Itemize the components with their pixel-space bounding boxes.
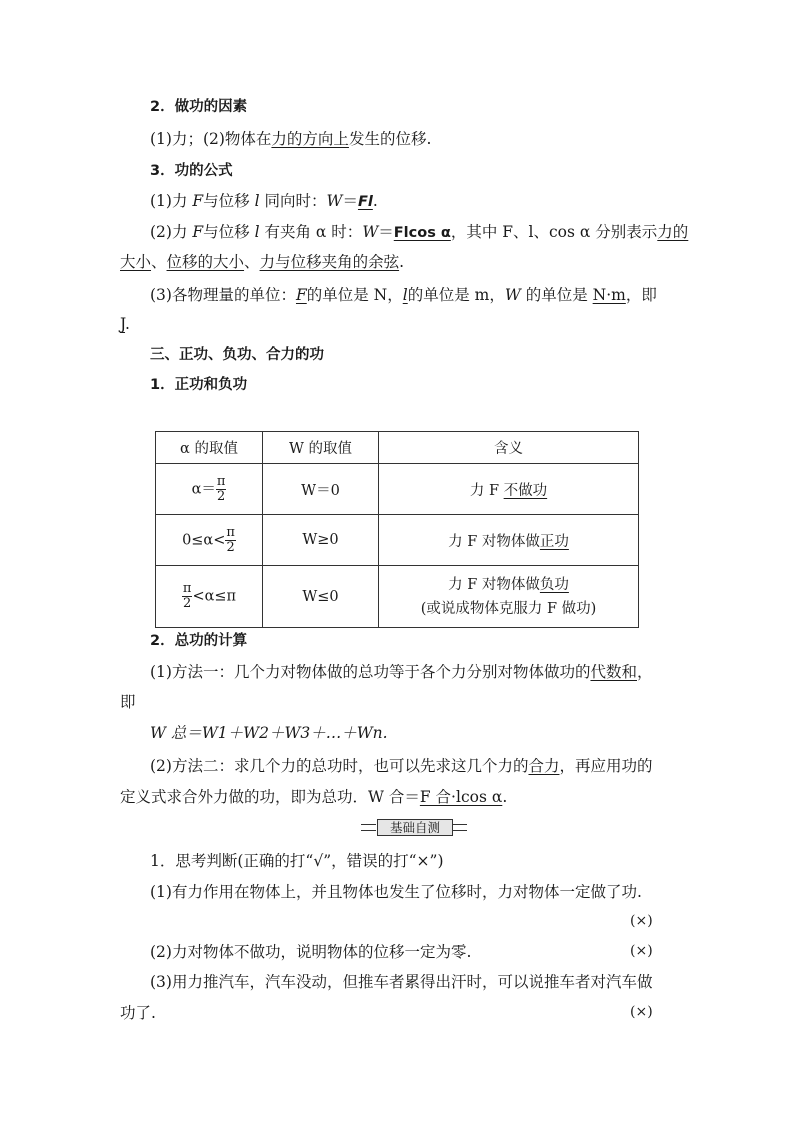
units-line-cont — [120, 313, 680, 335]
quiz-q3: (3)用力推汽车，汽车没动，但推车者累得出汗时，可以说推车者对汽车做 — [150, 973, 653, 991]
header-cell: 含义 — [379, 432, 639, 464]
part-heading: 三、正功、负功、合力的功 — [150, 347, 324, 363]
answer-underline: J — [120, 315, 126, 333]
work-cell: W＝0 — [263, 464, 379, 515]
units-line — [150, 284, 710, 306]
meaning-cell — [379, 566, 639, 628]
banner-right-bar — [452, 824, 467, 831]
answer-underline: Flcos α — [393, 225, 451, 241]
text: ，再应用功的 — [559, 757, 653, 775]
text: 力 F 对物体做 — [448, 533, 540, 550]
text: . — [372, 192, 378, 210]
text: 与位移 — [203, 223, 255, 241]
text: ＝ — [378, 223, 394, 241]
text: (1)方法一：几个力对物体做的总功等于各个力分别对物体做功的 — [150, 663, 591, 681]
quiz-q2: (2)力对物体不做功，说明物体的位移一定为零. — [150, 943, 472, 961]
denominator: 2 — [183, 596, 192, 611]
text: 的单位是 N， — [306, 286, 403, 304]
angle-cell — [156, 566, 263, 628]
formula-line-2-cont — [120, 251, 680, 273]
factors-text — [150, 128, 710, 150]
total-formula: W 总＝W1＋W2＋W3＋…＋Wn. — [150, 724, 388, 742]
text: 、 — [151, 253, 167, 271]
method1-line — [150, 661, 710, 683]
section-title-factors: 2．做功的因素 — [150, 99, 248, 115]
banner-label: 基础自测 — [377, 819, 453, 836]
var-F: F — [192, 223, 204, 241]
text: (2)力 — [150, 223, 193, 241]
text: 的单位是 — [520, 286, 593, 304]
text: α＝ — [191, 481, 216, 497]
text: 同向时： — [259, 192, 327, 210]
denominator: 2 — [226, 539, 235, 555]
denominator: 2 — [217, 488, 226, 504]
section-title-total: 2．总功的计算 — [150, 633, 248, 649]
subsection-title: 1．正功和负功 — [150, 377, 248, 393]
text: 有夹角 α 时： — [259, 223, 363, 241]
numerator: π — [182, 581, 192, 596]
text: ，其中 F、l、cos α 分别表示 — [450, 223, 658, 241]
text: 的单位是 m， — [407, 286, 505, 304]
answer-underline: 正功 — [539, 533, 569, 550]
answer-underline: Fl — [357, 194, 373, 210]
text: 0≤α< — [182, 532, 226, 548]
answer-underline: 力与位移夹角的余弦 — [259, 253, 400, 271]
answer-underline: F — [295, 286, 307, 304]
fraction — [216, 475, 227, 504]
quiz-q1: (1)有力作用在物体上，并且物体也发生了位移时，力对物体一定做了功. — [150, 883, 642, 901]
text: 力 F — [469, 482, 504, 499]
quiz-a1: (×) — [630, 913, 653, 929]
header-cell: α 的取值 — [156, 432, 263, 464]
text: ， — [636, 663, 653, 681]
answer-underline: 不做功 — [503, 482, 548, 499]
angle-cell — [156, 464, 263, 515]
text: 发生的位移. — [348, 130, 432, 148]
formula-line-2 — [150, 221, 710, 244]
answer-underline: 力的方向上 — [271, 130, 349, 148]
text: (1)力 — [150, 192, 193, 210]
quiz-q3-cont: 功了. — [120, 1004, 156, 1022]
answer-underline: 力的 — [657, 223, 689, 241]
formula-line-1 — [150, 190, 710, 213]
fraction — [182, 582, 193, 611]
answer-underline: l — [402, 286, 408, 304]
text: (1)力；(2)物体在 — [150, 130, 272, 148]
text: 定义式求合外力做的功，即为总功．W 合＝ — [120, 788, 420, 806]
answer-underline: 代数和 — [590, 663, 637, 681]
table-header-row — [156, 432, 639, 464]
quiz-title: 1．思考判断(正确的打“√”，错误的打“×”) — [150, 852, 444, 870]
answer-underline: 负功 — [539, 576, 569, 593]
var-F: F — [192, 192, 204, 210]
meaning-cell — [379, 515, 639, 566]
var-W: W — [504, 286, 521, 304]
var-l: l — [254, 192, 260, 210]
method2-line — [150, 755, 710, 777]
text: 力 F 对物体做 — [448, 576, 540, 593]
text: . — [125, 315, 130, 333]
angle-cell — [156, 515, 263, 566]
method2-cont — [120, 786, 680, 808]
fraction — [225, 526, 236, 555]
answer-underline: F 合·lcos α — [419, 788, 503, 806]
answer-underline: N·m — [592, 286, 626, 304]
meaning-cell — [379, 464, 639, 515]
header-cell: W 的取值 — [263, 432, 379, 464]
text: (或说成物体克服力 F 做功) — [420, 600, 597, 617]
text: . — [502, 788, 508, 806]
self-test-banner — [361, 818, 467, 836]
text: ，即 — [625, 286, 657, 304]
banner-left-bar — [361, 824, 376, 831]
work-cell: W≥0 — [263, 515, 379, 566]
text: ＝ — [342, 192, 358, 210]
quiz-a3: (×) — [630, 1004, 653, 1020]
text: 、 — [244, 253, 260, 271]
var-l: l — [254, 223, 260, 241]
text: (2)方法二：求几个力的总功时，也可以先求这几个力的 — [150, 757, 529, 775]
numerator: π — [216, 473, 226, 489]
table-row — [156, 566, 639, 628]
section-title-formula: 3．功的公式 — [150, 163, 233, 179]
work-sign-table — [155, 431, 639, 628]
table-row — [156, 464, 639, 515]
text: <α≤π — [192, 588, 237, 605]
answer-underline: 大小 — [120, 253, 152, 271]
quiz-a2: (×) — [630, 943, 653, 959]
work-cell: W≤0 — [263, 566, 379, 628]
numerator: π — [226, 524, 235, 540]
table-row — [156, 515, 639, 566]
answer-underline: 位移的大小 — [166, 253, 245, 271]
method1-cont: 即 — [120, 693, 136, 711]
text: . — [399, 253, 405, 271]
answer-underline: 合力 — [528, 757, 560, 775]
text: (3)各物理量的单位： — [150, 286, 296, 304]
text: 与位移 — [203, 192, 255, 210]
var-W: W — [362, 223, 379, 241]
var-W: W — [326, 192, 343, 210]
